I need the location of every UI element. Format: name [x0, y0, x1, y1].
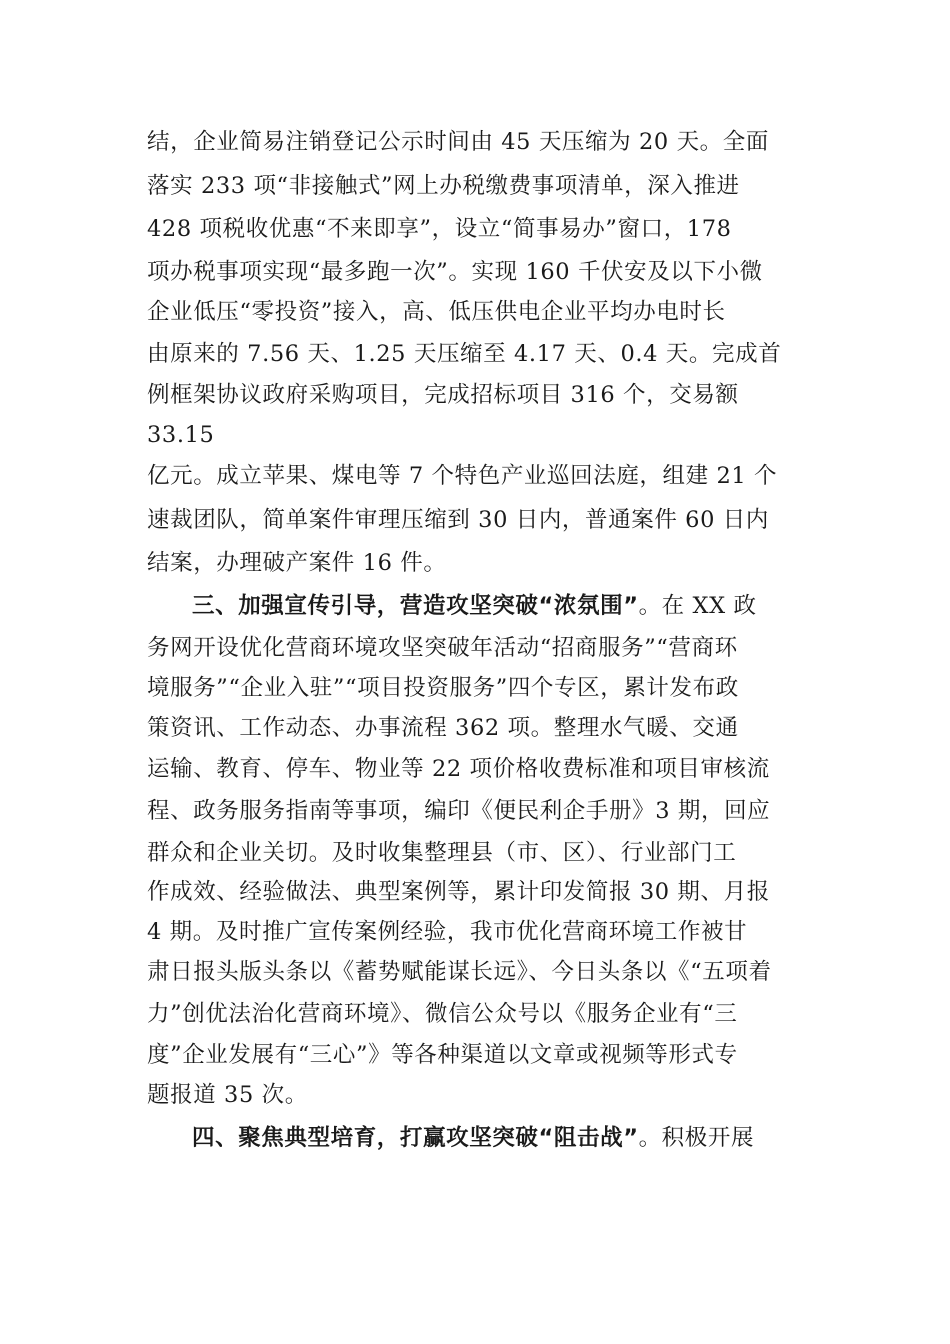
body-line: 企业低压“零投资”接入，高、低压供电企业平均办电时长	[147, 299, 726, 325]
body-line: 结，企业简易注销登记公示时间由 45 天压缩为 20 天。全面	[147, 129, 769, 155]
body-line: 力”创优法治化营商环境》、微信公众号以《服务企业有“三	[147, 1001, 738, 1027]
body-line: 运输、教育、停车、物业等 22 项价格收费标准和项目审核流	[147, 756, 770, 782]
body-line: 速裁团队，简单案件审理压缩到 30 日内，普通案件 60 日内	[147, 507, 769, 533]
body-line: 落实 233 项“非接触式”网上办税缴费事项清单，深入推进	[147, 173, 740, 199]
body-line: 肃日报头版头条以《蓄势赋能谋长远》、今日头条以《“五项着	[147, 959, 772, 985]
body-line: 33.15	[147, 422, 215, 448]
body-line: 由原来的 7.56 天、1.25 天压缩至 4.17 天、0.4 天。完成首	[147, 341, 782, 367]
section-four-lead: 。积极开展	[638, 1125, 755, 1151]
body-line: 428 项税收优惠“不来即享”，设立“简事易办”窗口，178	[147, 216, 732, 242]
section-three-paragraph-start	[192, 591, 882, 621]
body-line: 度”企业发展有“三心”》等各种渠道以文章或视频等形式专	[147, 1042, 738, 1068]
body-line: 例框架协议政府采购项目，完成招标项目 316 个，交易额	[147, 382, 739, 408]
section-three-lead: 。在 XX 政	[638, 593, 757, 619]
body-line: 群众和企业关切。及时收集整理县（市、区）、行业部门工	[147, 840, 737, 866]
body-line: 题报道 35 次。	[147, 1082, 308, 1108]
body-line: 务网开设优化营商环境攻坚突破年活动“招商服务”“营商环	[147, 635, 738, 661]
body-line: 4 期。及时推广宣传案例经验，我市优化营商环境工作被甘	[147, 919, 748, 945]
section-four-paragraph-start	[192, 1123, 882, 1153]
section-four-heading: 四、聚焦典型培育，打赢攻坚突破“阻击战”	[192, 1125, 639, 1151]
body-line: 程、政务服务指南等事项，编印《便民利企手册》3 期，回应	[147, 798, 771, 824]
section-three-heading: 三、加强宣传引导，营造攻坚突破“浓氛围”	[192, 593, 639, 619]
body-line: 策资讯、工作动态、办事流程 362 项。整理水气暖、交通	[147, 715, 739, 741]
body-line: 亿元。成立苹果、煤电等 7 个特色产业巡回法庭，组建 21 个	[147, 463, 778, 489]
body-line: 结案，办理破产案件 16 件。	[147, 550, 447, 576]
body-line: 境服务”“企业入驻”“项目投资服务”四个专区，累计发布政	[147, 675, 739, 701]
body-line: 项办税事项实现“最多跑一次”。实现 160 千伏安及以下小微	[147, 259, 763, 285]
body-line: 作成效、经验做法、典型案例等，累计印发简报 30 期、月报	[147, 879, 770, 905]
